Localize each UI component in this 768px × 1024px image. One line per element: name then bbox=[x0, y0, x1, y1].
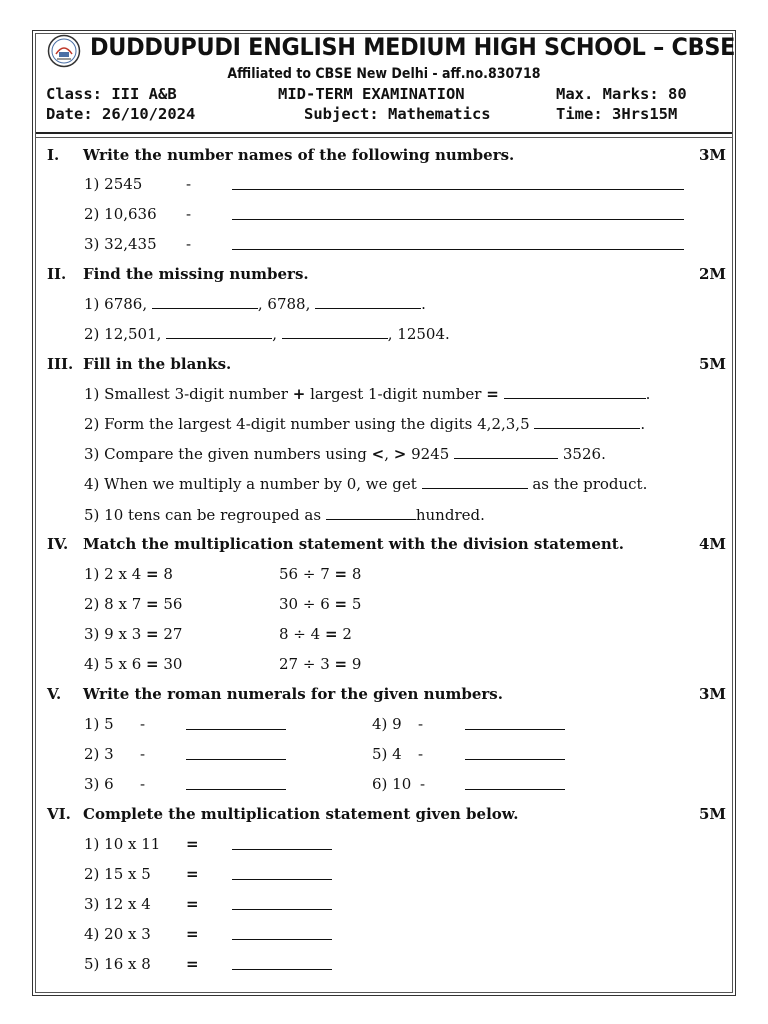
dash: - bbox=[186, 205, 192, 223]
multiplication-item: 1) 10 x 11 bbox=[84, 835, 161, 853]
dash: - bbox=[140, 775, 146, 793]
answer-line[interactable] bbox=[186, 758, 286, 760]
class-label: Class: III A&B bbox=[46, 85, 177, 103]
q3-item: 1) Smallest 3-digit number + largest 1-digit number = . bbox=[84, 385, 651, 403]
q3-item: 5) 10 tens can be regrouped as hundred. bbox=[84, 506, 485, 524]
question-4-marks: 4M bbox=[698, 535, 726, 553]
answer-line[interactable] bbox=[465, 758, 565, 760]
division-statement: 8 ÷ 4 = 2 bbox=[279, 625, 352, 643]
dash: - bbox=[140, 715, 146, 733]
answer-line[interactable] bbox=[534, 416, 640, 429]
roman-item: 1) 5 bbox=[84, 715, 114, 733]
q3-item: 2) Form the largest 4-digit number using the digits 4,2,3,5 . bbox=[84, 415, 646, 433]
answer-line[interactable] bbox=[232, 848, 332, 850]
roman-item: 4) 9 bbox=[372, 715, 402, 733]
question-6-marks: 5M bbox=[698, 805, 726, 823]
question-number: III. bbox=[47, 355, 74, 373]
question-text: Match the multiplication statement with the division statement. bbox=[83, 535, 624, 553]
equals-sign: = bbox=[186, 895, 199, 913]
dash: - bbox=[420, 775, 426, 793]
answer-line[interactable] bbox=[315, 296, 421, 309]
answer-line[interactable] bbox=[232, 938, 332, 940]
q2-item: 2) 12,501, , , 12504. bbox=[84, 325, 450, 343]
q1-item: 1) 2545 bbox=[84, 175, 143, 193]
answer-line[interactable] bbox=[166, 326, 272, 339]
question-5-heading bbox=[47, 685, 503, 703]
q3-item: 3) Compare the given numbers using <, > 9245 3526. bbox=[84, 445, 606, 463]
multiplication-item: 3) 12 x 4 bbox=[84, 895, 151, 913]
answer-line[interactable] bbox=[454, 446, 558, 459]
question-5-marks: 3M bbox=[698, 685, 726, 703]
answer-line[interactable] bbox=[326, 507, 416, 520]
question-number: II. bbox=[47, 265, 67, 283]
roman-item: 5) 4 bbox=[372, 745, 402, 763]
multiplication-statement: 2) 8 x 7 = 56 bbox=[84, 595, 183, 613]
question-6-heading bbox=[47, 805, 518, 823]
equals-sign: = bbox=[186, 835, 199, 853]
answer-line[interactable] bbox=[504, 386, 646, 399]
roman-item: 2) 3 bbox=[84, 745, 114, 763]
question-4-heading bbox=[47, 535, 624, 553]
question-text: Fill in the blanks. bbox=[83, 355, 232, 373]
answer-line[interactable] bbox=[282, 326, 388, 339]
question-text: Write the roman numerals for the given numbers. bbox=[83, 685, 503, 703]
division-statement: 30 ÷ 6 = 5 bbox=[279, 595, 362, 613]
multiplication-item: 4) 20 x 3 bbox=[84, 925, 151, 943]
multiplication-item: 5) 16 x 8 bbox=[84, 955, 151, 973]
equals-sign: = bbox=[186, 865, 199, 883]
answer-line[interactable] bbox=[186, 788, 286, 790]
multiplication-statement: 4) 5 x 6 = 30 bbox=[84, 655, 183, 673]
affiliation: Affiliated to CBSE New Delhi - aff.no.830718 bbox=[227, 66, 541, 82]
q2-item: 1) 6786, , 6788, . bbox=[84, 295, 426, 313]
question-2-heading bbox=[47, 265, 309, 283]
question-text: Find the missing numbers. bbox=[83, 265, 309, 283]
equals-sign: = bbox=[186, 955, 199, 973]
question-3-marks: 5M bbox=[698, 355, 726, 373]
question-3-heading bbox=[47, 355, 231, 373]
max-marks: Max. Marks: 80 bbox=[556, 85, 687, 103]
answer-line[interactable] bbox=[186, 728, 286, 730]
dash: - bbox=[418, 715, 424, 733]
answer-line[interactable] bbox=[232, 218, 684, 220]
question-1-heading bbox=[47, 146, 514, 164]
header-divider-thin bbox=[36, 137, 732, 138]
answer-line[interactable] bbox=[232, 908, 332, 910]
question-text: Write the number names of the following numbers. bbox=[83, 146, 515, 164]
question-text: Complete the multiplication statement given below. bbox=[83, 805, 519, 823]
answer-line[interactable] bbox=[422, 476, 528, 489]
answer-line[interactable] bbox=[465, 728, 565, 730]
subject: Subject: Mathematics bbox=[304, 105, 491, 123]
q1-item: 3) 32,435 bbox=[84, 235, 157, 253]
question-2-marks: 2M bbox=[698, 265, 726, 283]
exam-date: Date: 26/10/2024 bbox=[46, 105, 196, 123]
answer-line[interactable] bbox=[232, 968, 332, 970]
exam-title: MID-TERM EXAMINATION bbox=[278, 85, 465, 103]
equals-sign: = bbox=[186, 925, 199, 943]
dash: - bbox=[418, 745, 424, 763]
school-logo bbox=[47, 34, 81, 68]
roman-item: 3) 6 bbox=[84, 775, 114, 793]
multiplication-item: 2) 15 x 5 bbox=[84, 865, 151, 883]
question-number: I. bbox=[47, 146, 60, 164]
dash: - bbox=[140, 745, 146, 763]
division-statement: 56 ÷ 7 = 8 bbox=[279, 565, 362, 583]
answer-line[interactable] bbox=[232, 188, 684, 190]
answer-line[interactable] bbox=[232, 248, 684, 250]
question-1-marks: 3M bbox=[698, 146, 726, 164]
school-name: DUDDUPUDI ENGLISH MEDIUM HIGH SCHOOL – CBSE bbox=[90, 33, 736, 61]
answer-line[interactable] bbox=[465, 788, 565, 790]
division-statement: 27 ÷ 3 = 9 bbox=[279, 655, 362, 673]
multiplication-statement: 3) 9 x 3 = 27 bbox=[84, 625, 183, 643]
roman-item: 6) 10 bbox=[372, 775, 412, 793]
dash: - bbox=[186, 235, 192, 253]
q3-item: 4) When we multiply a number by 0, we get as the product. bbox=[84, 475, 648, 493]
question-number: VI. bbox=[47, 805, 71, 823]
q1-item: 2) 10,636 bbox=[84, 205, 157, 223]
multiplication-statement: 1) 2 x 4 = 8 bbox=[84, 565, 173, 583]
header-divider bbox=[36, 132, 732, 134]
answer-line[interactable] bbox=[152, 296, 258, 309]
question-number: IV. bbox=[47, 535, 69, 553]
dash: - bbox=[186, 175, 192, 193]
question-number: V. bbox=[47, 685, 62, 703]
exam-time: Time: 3Hrs15M bbox=[556, 105, 678, 123]
answer-line[interactable] bbox=[232, 878, 332, 880]
